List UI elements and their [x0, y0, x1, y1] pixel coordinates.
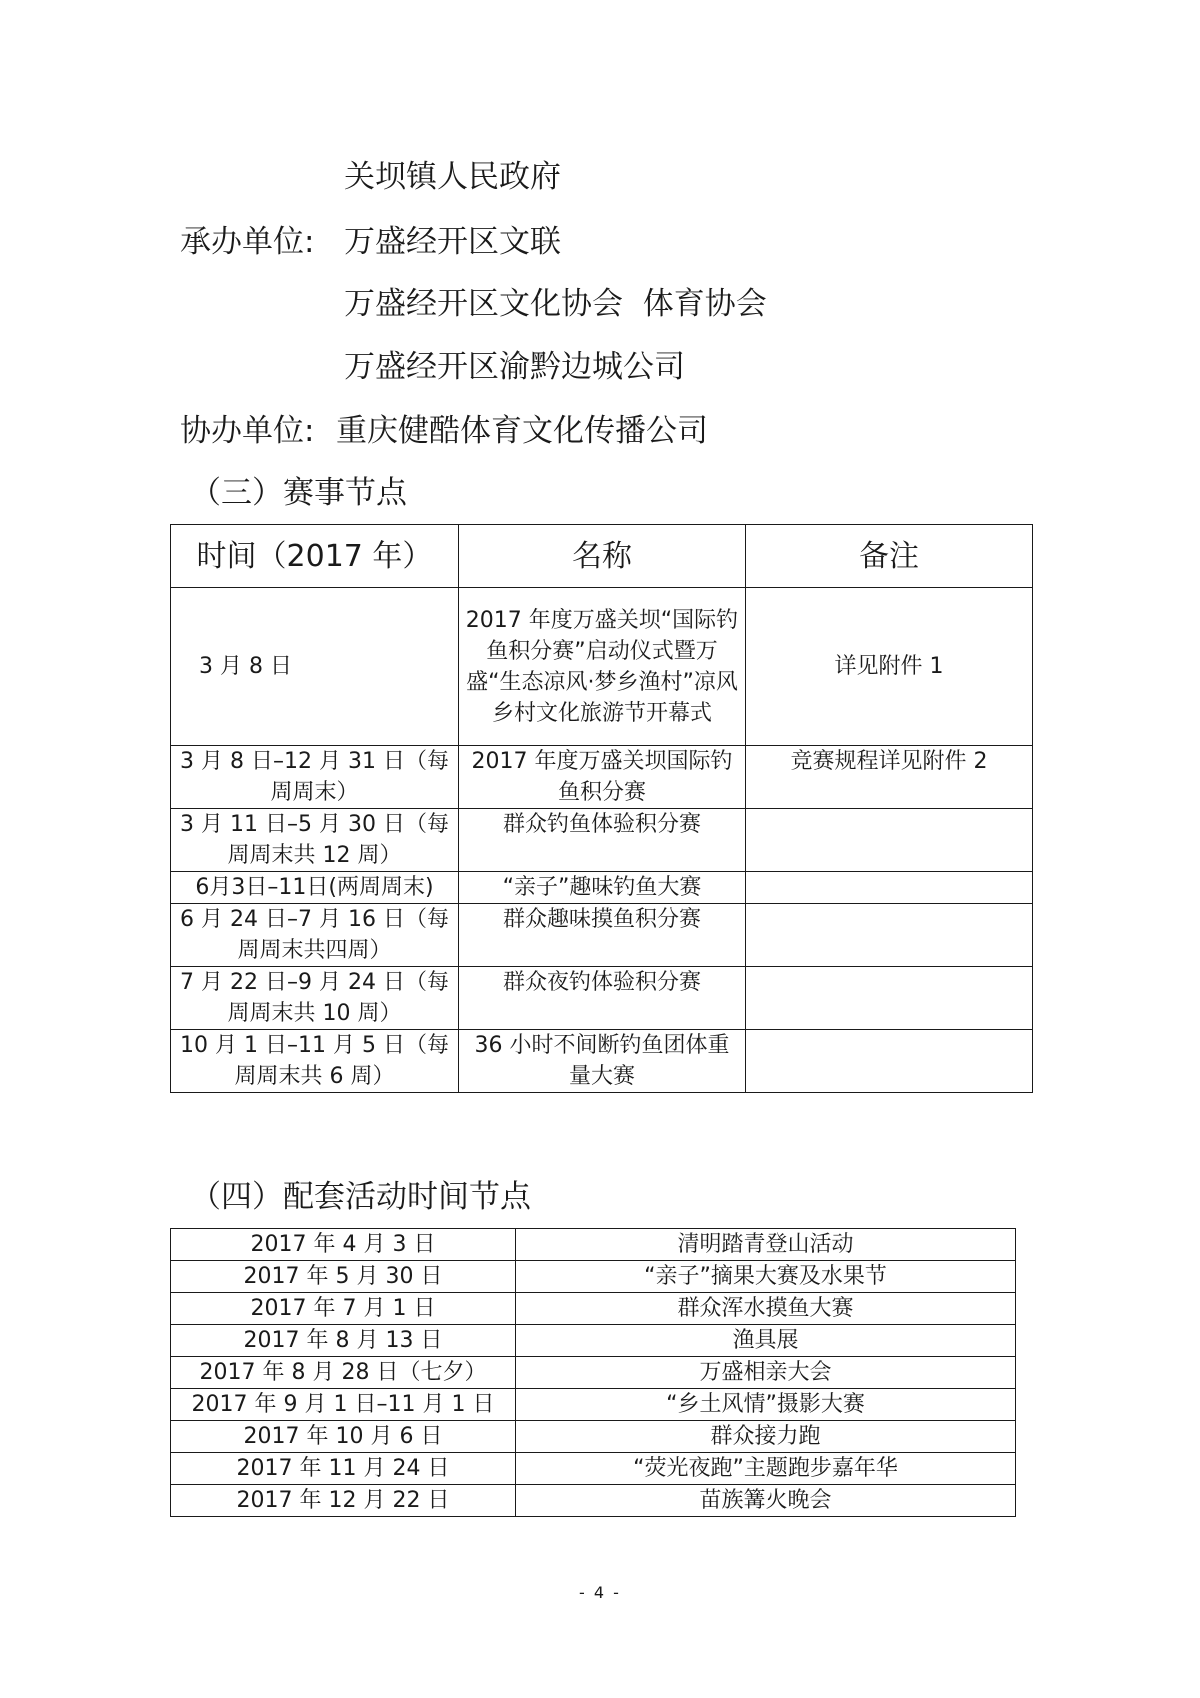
organizer-line-1: 关坝镇人民政府 [344, 159, 561, 195]
event-note [746, 967, 1033, 1030]
event-name: 群众钓鱼体验积分赛 [459, 809, 746, 872]
activity-date: 2017 年 8 月 13 日 [171, 1325, 516, 1357]
activity-date: 2017 年 4 月 3 日 [171, 1229, 516, 1261]
table-row [171, 904, 1033, 967]
host-unit-3: 万盛经开区渝黔边城公司 [344, 349, 685, 385]
assist-label: 协办单位: [180, 413, 315, 449]
activity-date: 2017 年 9 月 1 日–11 月 1 日 [171, 1389, 516, 1421]
table-row [171, 1389, 1016, 1421]
table-row [171, 1030, 1033, 1093]
assist-unit-1: 重庆健酷体育文化传播公司 [336, 413, 708, 449]
page-number: - 4 - [579, 1583, 621, 1602]
event-name: 2017 年度万盛关坝国际钓鱼积分赛 [459, 746, 746, 809]
event-name: 2017 年度万盛关坝“国际钓鱼积分赛”启动仪式暨万盛“生态凉风·梦乡渔村”凉风乡村文化旅游节开幕式 [459, 588, 746, 746]
activity-name: 群众接力跑 [516, 1421, 1016, 1453]
activity-date: 2017 年 10 月 6 日 [171, 1421, 516, 1453]
column-header-note: 备注 [746, 525, 1033, 588]
activity-date: 2017 年 11 月 24 日 [171, 1453, 516, 1485]
activity-date: 2017 年 5 月 30 日 [171, 1261, 516, 1293]
table-row [171, 809, 1033, 872]
activity-date: 2017 年 7 月 1 日 [171, 1293, 516, 1325]
activity-date: 2017 年 12 月 22 日 [171, 1485, 516, 1517]
column-header-time: 时间（2017 年） [171, 525, 459, 588]
table-row [171, 1357, 1016, 1389]
event-time: 3 月 8 日–12 月 31 日（每周周末） [171, 746, 459, 809]
activity-date: 2017 年 8 月 28 日（七夕） [171, 1357, 516, 1389]
event-note [746, 809, 1033, 872]
host-label: 承办单位: [180, 224, 315, 260]
activities-section-heading: （四）配套活动时间节点 [190, 1179, 531, 1215]
event-name: “亲子”趣味钓鱼大赛 [459, 872, 746, 904]
events-section-heading: （三）赛事节点 [190, 475, 407, 511]
activity-name: 苗族篝火晚会 [516, 1485, 1016, 1517]
activity-name: 渔具展 [516, 1325, 1016, 1357]
activity-name: 万盛相亲大会 [516, 1357, 1016, 1389]
event-note [746, 872, 1033, 904]
event-time: 6月3日–11日(两周周末) [171, 872, 459, 904]
host-unit-2: 万盛经开区文化协会 体育协会 [344, 286, 767, 322]
event-time: 3 月 8 日 [171, 588, 459, 746]
host-unit-1: 万盛经开区文联 [344, 224, 561, 260]
activity-name: “乡土风情”摄影大赛 [516, 1389, 1016, 1421]
table-row [171, 967, 1033, 1030]
event-time: 3 月 11 日–5 月 30 日（每周周末共 12 周） [171, 809, 459, 872]
table-row [171, 1421, 1016, 1453]
activity-name: “荧光夜跑”主题跑步嘉年华 [516, 1453, 1016, 1485]
event-note [746, 1030, 1033, 1093]
event-note [746, 904, 1033, 967]
table-row [171, 1229, 1016, 1261]
table-row [171, 746, 1033, 809]
event-note: 竞赛规程详见附件 2 [746, 746, 1033, 809]
table-row [171, 1261, 1016, 1293]
event-time: 10 月 1 日–11 月 5 日（每周周末共 6 周） [171, 1030, 459, 1093]
activity-name: 清明踏青登山活动 [516, 1229, 1016, 1261]
table-row [171, 1453, 1016, 1485]
table-row [171, 1293, 1016, 1325]
event-time: 7 月 22 日–9 月 24 日（每周周末共 10 周） [171, 967, 459, 1030]
event-time: 6 月 24 日–7 月 16 日（每周周末共四周） [171, 904, 459, 967]
table-row [171, 1325, 1016, 1357]
table-row [171, 1485, 1016, 1517]
event-name: 群众夜钓体验积分赛 [459, 967, 746, 1030]
event-name: 群众趣味摸鱼积分赛 [459, 904, 746, 967]
activities-table [170, 1228, 1016, 1517]
activity-name: “亲子”摘果大赛及水果节 [516, 1261, 1016, 1293]
activity-name: 群众浑水摸鱼大赛 [516, 1293, 1016, 1325]
table-row [171, 872, 1033, 904]
event-note: 详见附件 1 [746, 588, 1033, 746]
table-row [171, 588, 1033, 746]
events-table [170, 524, 1033, 1093]
event-name: 36 小时不间断钓鱼团体重量大赛 [459, 1030, 746, 1093]
column-header-name: 名称 [459, 525, 746, 588]
events-table-header-row [171, 525, 1033, 588]
